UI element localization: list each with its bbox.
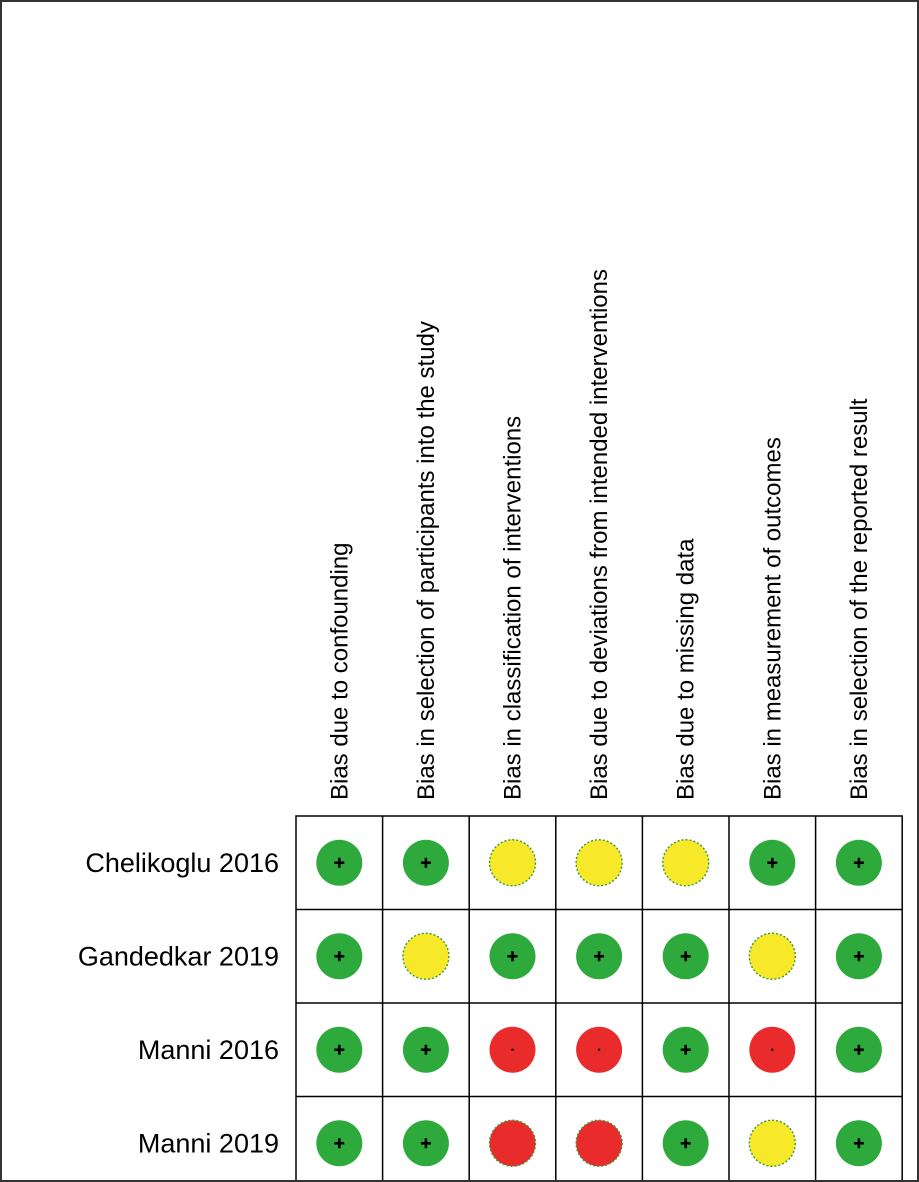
rating-low bbox=[663, 933, 709, 979]
rating-high bbox=[576, 1027, 622, 1073]
rating-low bbox=[576, 933, 622, 979]
column-header: Bias due to missing data bbox=[672, 538, 700, 800]
rating-high bbox=[749, 1027, 795, 1073]
rating-unclear bbox=[403, 933, 449, 979]
rating-unclear bbox=[663, 840, 709, 886]
rating-unclear bbox=[749, 933, 795, 979]
rating-low bbox=[836, 840, 882, 886]
rating-low bbox=[316, 840, 362, 886]
column-header: Bias in measurement of outcomes bbox=[759, 437, 787, 800]
row-label: Manni 2016 bbox=[137, 1034, 279, 1065]
rating-low bbox=[490, 933, 536, 979]
row-label: Manni 2019 bbox=[137, 1128, 279, 1159]
risk-of-bias-chart bbox=[2, 2, 917, 1180]
rating-low bbox=[836, 1027, 882, 1073]
column-header: Bias in selection of participants into the study bbox=[412, 321, 440, 800]
rating-low bbox=[663, 1120, 709, 1166]
rating-low bbox=[403, 1027, 449, 1073]
rating-low bbox=[836, 933, 882, 979]
rating-unclear bbox=[576, 840, 622, 886]
column-header: Bias in selection of the reported result bbox=[845, 398, 873, 800]
rating-high-outlined bbox=[490, 1120, 536, 1166]
rating-unclear bbox=[749, 1120, 795, 1166]
rating-low bbox=[749, 840, 795, 886]
rating-low bbox=[316, 1027, 362, 1073]
rating-low bbox=[316, 933, 362, 979]
rating-unclear bbox=[490, 840, 536, 886]
column-header: Bias due to confounding bbox=[326, 542, 354, 800]
rating-low bbox=[403, 1120, 449, 1166]
rating-high-outlined bbox=[576, 1120, 622, 1166]
row-label: Gandedkar 2019 bbox=[77, 941, 279, 972]
rating-low bbox=[316, 1120, 362, 1166]
rating-low bbox=[836, 1120, 882, 1166]
column-header: Bias in classification of interventions bbox=[499, 415, 527, 800]
rating-low bbox=[663, 1027, 709, 1073]
rating-high bbox=[490, 1027, 536, 1073]
rating-low bbox=[403, 840, 449, 886]
column-header: Bias due to deviations from intended interventions bbox=[586, 269, 614, 800]
row-label: Chelikoglu 2016 bbox=[85, 847, 279, 878]
